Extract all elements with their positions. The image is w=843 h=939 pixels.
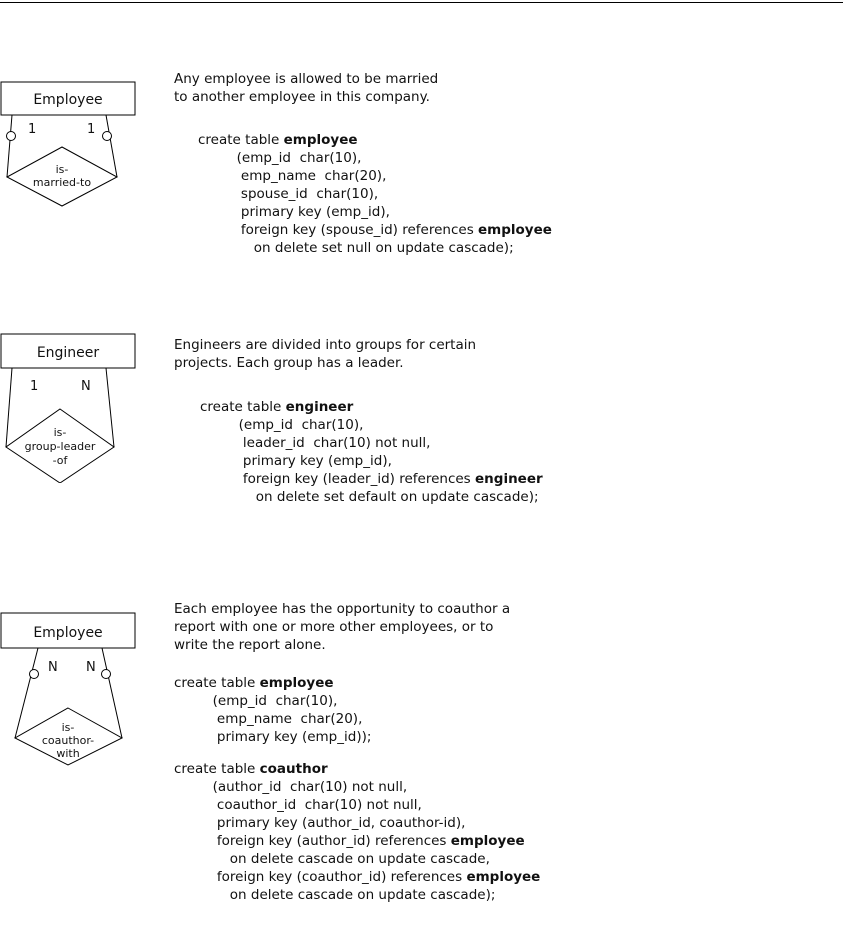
example-3-text (174, 600, 540, 904)
relationship-label-2: coauthor- (41, 734, 95, 747)
cardinality-right: N (86, 660, 96, 675)
sql-line: emp_name char(20), (174, 711, 363, 727)
er-diagram-married (0, 76, 140, 211)
description-line: to another employee in this company. (174, 89, 430, 105)
description-line: Engineers are divided into groups for certain (174, 337, 477, 353)
sql-line: spouse_id char(10), (198, 186, 379, 202)
description-line: report with one or more other employees, or to (174, 619, 494, 635)
connector-line (106, 368, 114, 447)
sql-line: foreign key (leader_id) references engineer (200, 471, 543, 487)
connector-line (106, 115, 117, 177)
sql-line: emp_name char(20), (198, 168, 387, 184)
sql-line: primary key (author_id, coauthor-id), (174, 815, 466, 831)
sql-line: (emp_id char(10), (200, 417, 364, 433)
cardinality-right: N (81, 379, 91, 394)
sql-line: primary key (emp_id), (198, 204, 390, 220)
cardinality-left: N (48, 660, 58, 675)
sql-line: create table employee (198, 132, 358, 148)
relationship-label-3: with (56, 747, 80, 760)
sql-line: foreign key (spouse_id) references employee (198, 222, 552, 238)
entity-label: Employee (33, 625, 103, 641)
sql-line: coauthor_id char(10) not null, (174, 797, 422, 813)
optional-circle (102, 670, 111, 679)
sql-line: leader_id char(10) not null, (200, 435, 431, 451)
sql-line: (author_id char(10) not null, (174, 779, 408, 795)
entity-label: Engineer (36, 345, 100, 361)
connector-line (6, 368, 12, 447)
relationship-label-1: is- (61, 721, 75, 734)
sql-line: primary key (emp_id), (200, 453, 392, 469)
sql-line: on delete set null on update cascade); (198, 240, 514, 256)
connector-line (102, 648, 122, 738)
description-line: write the report alone. (174, 637, 326, 653)
top-rule (0, 2, 843, 3)
cardinality-left: 1 (30, 379, 39, 394)
optional-circle (7, 132, 16, 141)
relationship-label-2: married-to (32, 176, 92, 189)
sql-line: on delete cascade on update cascade, (174, 851, 490, 867)
connector-line (7, 115, 12, 177)
description-line: projects. Each group has a leader. (174, 355, 404, 371)
relationship-label-1: is- (55, 163, 69, 176)
sql-line: create table engineer (200, 399, 354, 415)
sql-line: create table employee (174, 675, 334, 691)
description-line: Any employee is allowed to be married (174, 71, 439, 87)
cardinality-left: 1 (28, 122, 37, 137)
connector-line (15, 648, 38, 738)
optional-circle (30, 670, 39, 679)
sql-line: (emp_id char(10), (174, 693, 338, 709)
sql-line: on delete set default on update cascade); (200, 489, 539, 505)
relationship-label-3: -of (52, 454, 68, 467)
example-2-text (174, 336, 543, 506)
sql-line: on delete cascade on update cascade); (174, 887, 496, 903)
relationship-label-2: group-leader (24, 440, 96, 453)
relationship-label-1: is- (53, 426, 67, 439)
sql-line: primary key (emp_id)); (174, 729, 372, 745)
entity-label: Employee (33, 92, 103, 108)
sql-line: (emp_id char(10), (198, 150, 362, 166)
description-line: Each employee has the opportunity to coauthor a (174, 601, 511, 617)
er-diagram-coauthor (0, 612, 140, 767)
er-diagram-group-leader (0, 333, 140, 483)
sql-line: foreign key (coauthor_id) references employee (174, 869, 541, 885)
sql-line: create table coauthor (174, 761, 328, 777)
cardinality-right: 1 (87, 122, 96, 137)
example-1-text (174, 70, 552, 257)
optional-circle (103, 132, 112, 141)
sql-line: foreign key (author_id) references employee (174, 833, 525, 849)
